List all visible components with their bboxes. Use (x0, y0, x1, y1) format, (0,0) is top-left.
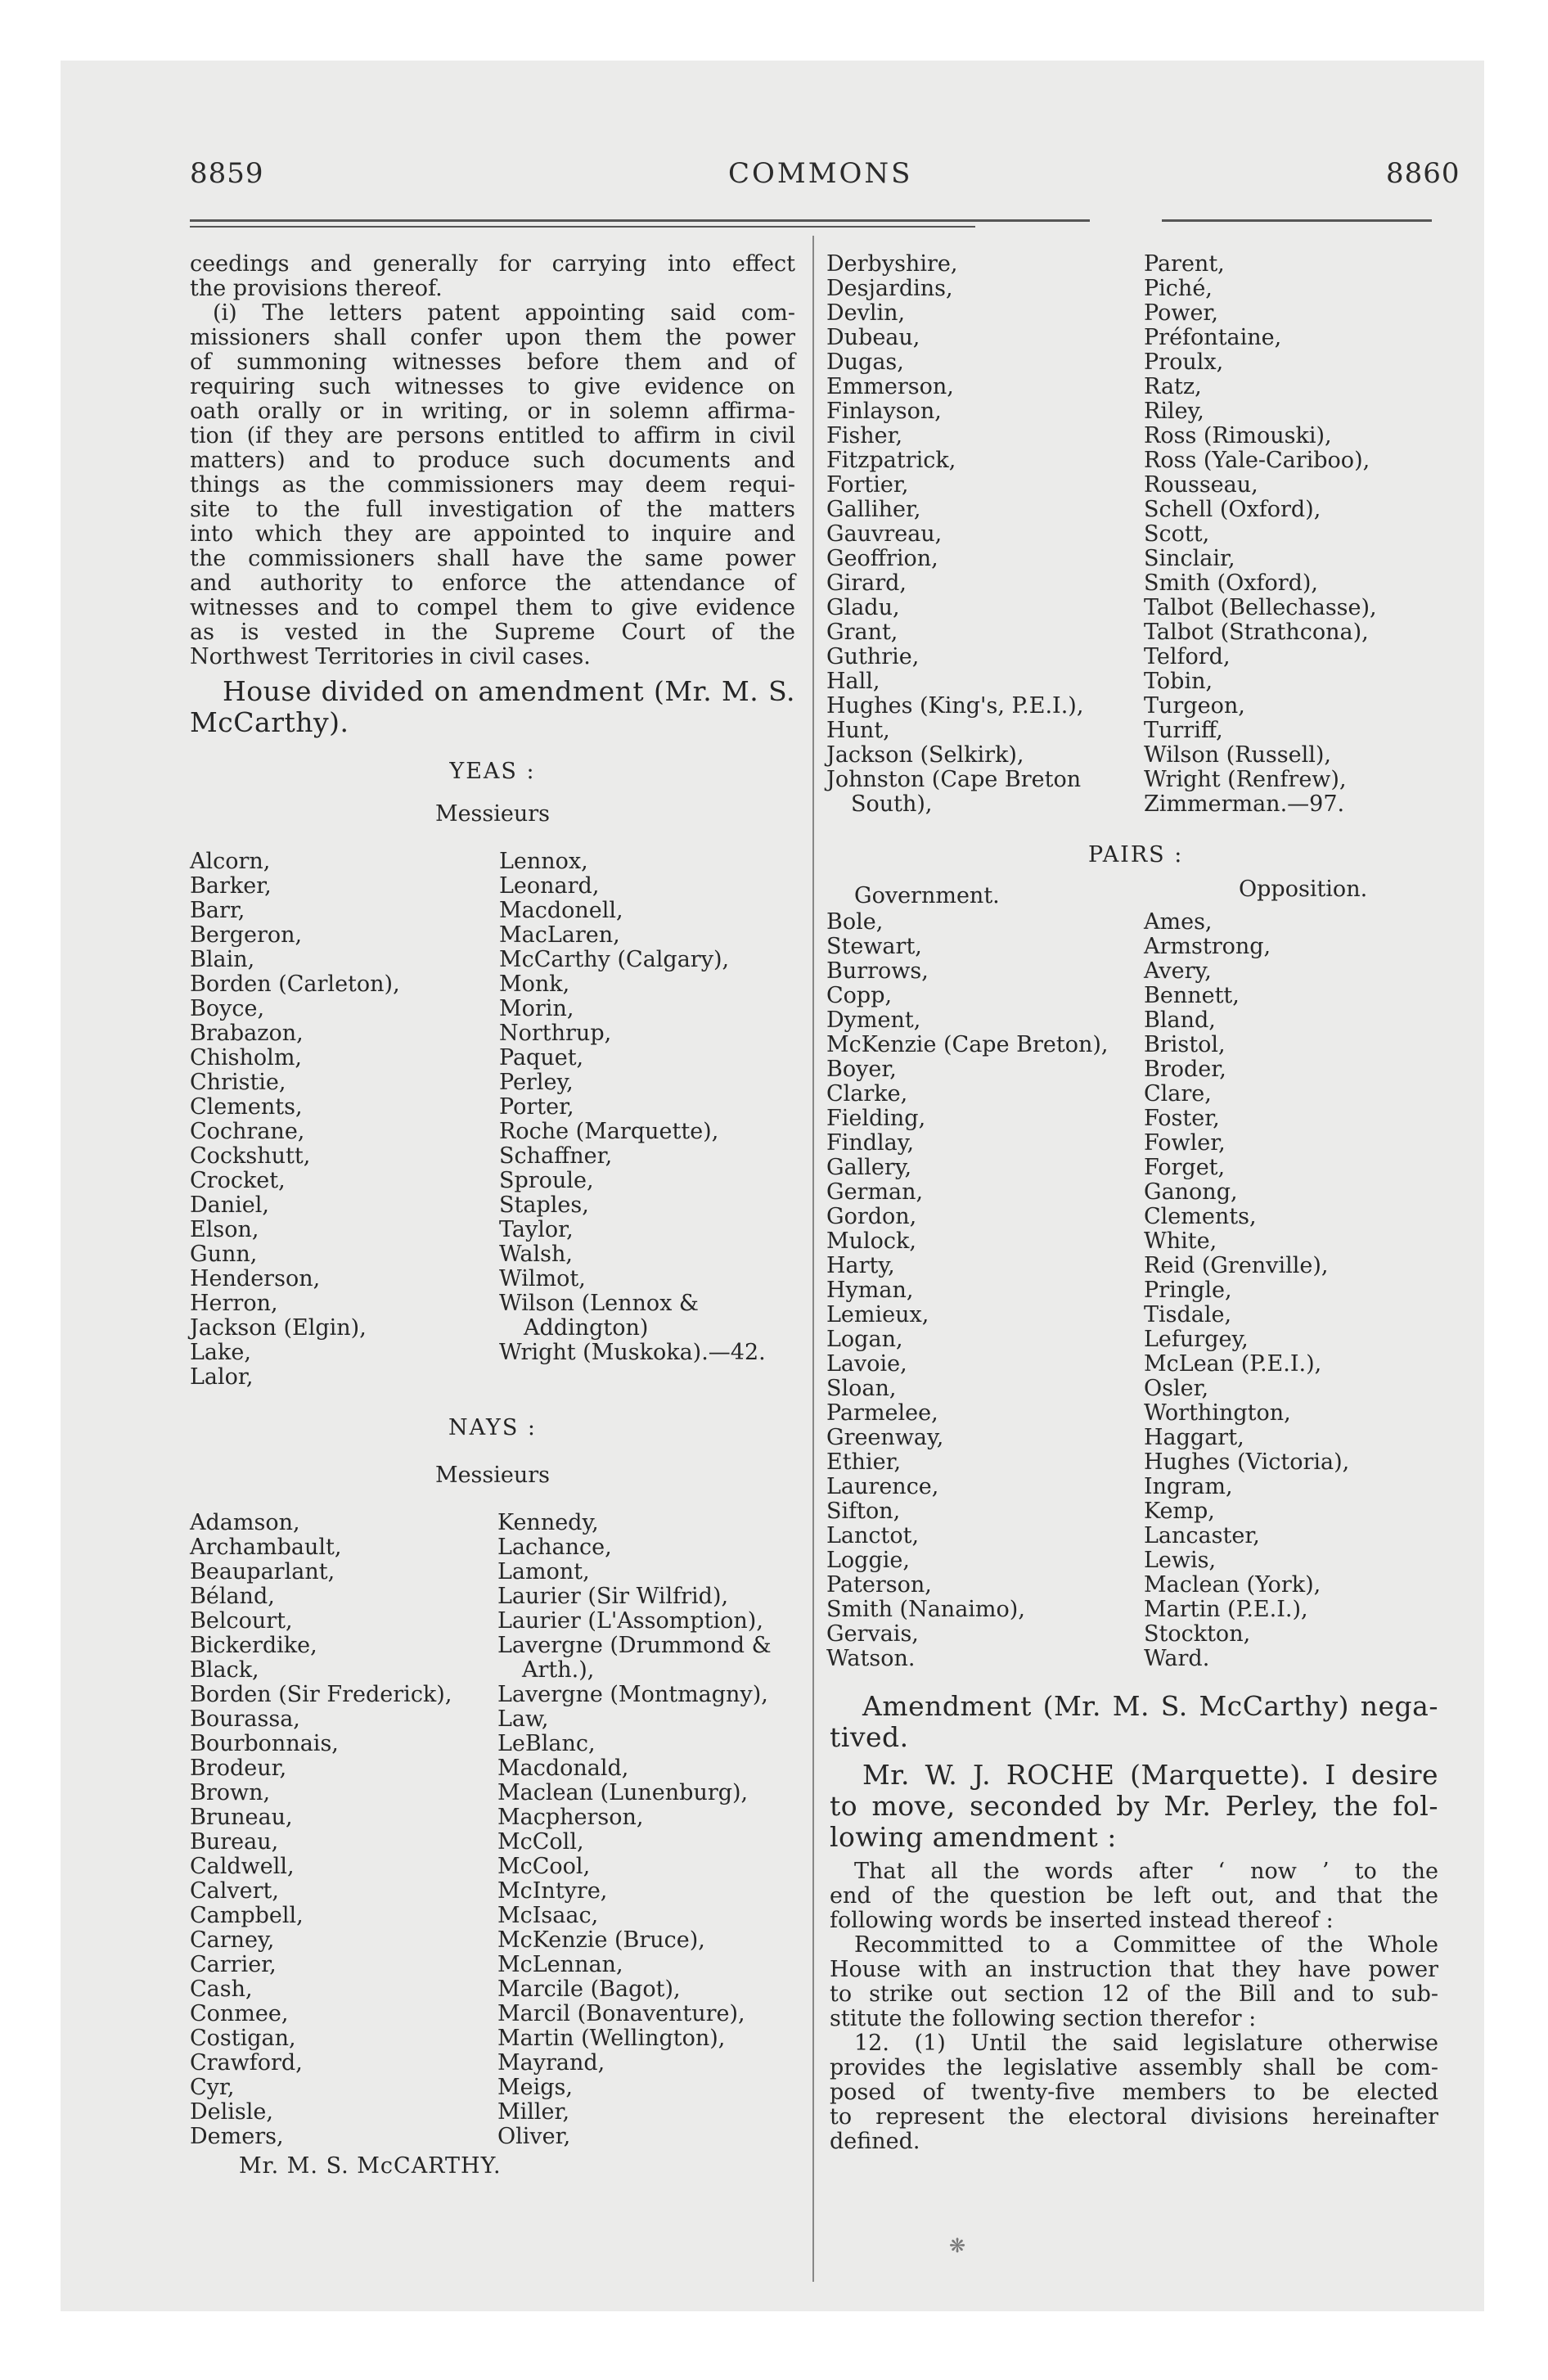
member-name: Boyce, (190, 996, 265, 1021)
text-line: the commissioners shall have the same power (190, 546, 795, 571)
member-name: Stewart, (826, 934, 922, 959)
member-name: Gordon, (826, 1204, 917, 1229)
member-name: Fitzpatrick, (826, 448, 956, 473)
member-name: Burrows, (826, 958, 929, 984)
text-line: ceedings and generally for carrying into effect (190, 251, 795, 277)
member-name: Ethier, (826, 1449, 902, 1475)
member-name: Barker, (190, 873, 272, 899)
text-line: provides the legislative assembly shall be com- (830, 2055, 1438, 2080)
member-name: Clements, (190, 1094, 303, 1120)
member-name: McKenzie (Bruce), (497, 1927, 705, 1953)
member-name: McCool, (497, 1854, 591, 1879)
text-line: as is vested in the Supreme Court of the (190, 620, 795, 645)
text-line: That all the words after ‘ now ’ to the (854, 1859, 1438, 1884)
ink-blot-icon: ❋ (949, 2234, 966, 2257)
member-name: Riley, (1144, 399, 1204, 424)
member-name: Clare, (1144, 1081, 1212, 1107)
text-line: oath orally or in writing, or in solemn affirma- (190, 399, 795, 424)
member-name: Ganong, (1144, 1179, 1238, 1205)
member-name: Gunn, (190, 1242, 258, 1267)
text-line: 12. (1) Until the said legislature otherwise (854, 2031, 1438, 2056)
member-name: Greenway, (826, 1425, 944, 1450)
member-name: Lefurgey, (1144, 1327, 1249, 1352)
member-name: Ross (Rimouski), (1144, 423, 1332, 449)
member-name: Morin, (499, 996, 574, 1021)
member-name: Demers, (190, 2124, 284, 2149)
member-name: Girard, (826, 570, 907, 596)
member-name: Smith (Oxford), (1144, 570, 1319, 596)
text-line: Recommitted to a Committee of the Whole (854, 1932, 1438, 1958)
text-line: stitute the following section therefor : (830, 2006, 1257, 2031)
member-name: Mulock, (826, 1228, 916, 1254)
column-divider (812, 236, 814, 2282)
member-name: Henderson, (190, 1266, 321, 1291)
pairs-opposition-heading: Opposition. (1239, 877, 1368, 902)
member-name: Fortier, (826, 472, 909, 498)
member-name: Sloan, (826, 1376, 897, 1401)
member-name: Schell (Oxford), (1144, 497, 1321, 522)
member-name: Martin (Wellington), (497, 2026, 726, 2051)
member-name: Lalor, (190, 1364, 254, 1390)
member-name: Finlayson, (826, 399, 942, 424)
member-name: Staples, (499, 1192, 589, 1218)
member-name: Borden (Carleton), (190, 971, 400, 997)
member-name: Haggart, (1144, 1425, 1244, 1450)
member-name: Martin (P.E.I.), (1144, 1597, 1308, 1622)
left-page-number: 8859 (190, 157, 264, 190)
member-name: Law, (497, 1706, 549, 1732)
member-name: Devlin, (826, 300, 906, 326)
member-name: Hughes (Victoria), (1144, 1449, 1350, 1475)
member-name: Ratz, (1144, 374, 1202, 399)
member-name: Bennett, (1144, 983, 1240, 1008)
member-name: Parent, (1144, 251, 1225, 277)
text-line: the provisions thereof. (190, 276, 443, 301)
member-name: Fisher, (826, 423, 903, 449)
member-name: Dubeau, (826, 325, 920, 350)
member-name: Lanctot, (826, 1523, 920, 1548)
text-line: to represent the electoral divisions hereinafter (830, 2104, 1438, 2130)
text-line: Amendment (Mr. M. S. McCarthy) nega- (862, 1690, 1438, 1722)
member-name: McIntyre, (497, 1878, 608, 1904)
member-name: Smith (Nanaimo), (826, 1597, 1025, 1622)
member-name: Grant, (826, 620, 898, 645)
member-name: Cyr, (190, 2075, 235, 2100)
text-line: of summoning witnesses before them and of (190, 349, 795, 375)
member-name: Clarke, (826, 1081, 908, 1107)
member-name: Blain, (190, 947, 255, 972)
house-divided-heading (190, 676, 795, 738)
member-name: Caldwell, (190, 1854, 295, 1879)
left-intro-paragraph (190, 252, 795, 301)
member-name: Bureau, (190, 1829, 279, 1855)
member-name: Galliher, (826, 497, 921, 522)
member-name: LeBlanc, (497, 1731, 596, 1756)
member-name: Jackson (Selkirk), (826, 742, 1024, 768)
member-name: Power, (1144, 300, 1218, 326)
member-name: Worthington, (1144, 1400, 1291, 1426)
member-name: Macpherson, (497, 1805, 644, 1830)
member-name: Borden (Sir Frederick), (190, 1682, 452, 1707)
commissioners-paragraph (190, 301, 795, 669)
member-name: Ames, (1144, 909, 1213, 935)
member-name: Brodeur, (190, 1756, 287, 1781)
nays-continued-column-2 (1144, 252, 1377, 817)
member-name: Oliver, (497, 2124, 571, 2149)
member-name: Lake, (190, 1340, 251, 1365)
member-name: Derbyshire, (826, 251, 958, 277)
member-name: Broder, (1144, 1057, 1226, 1082)
text-line: missioners shall confer upon them the power (190, 325, 795, 350)
text-line: to move, seconded by Mr. Perley, the fol- (830, 1790, 1438, 1822)
member-name: Black, (190, 1657, 259, 1683)
member-name: Sinclair, (1144, 546, 1235, 571)
member-name: Adamson, (190, 1510, 300, 1535)
member-name: Zimmerman.—97. (1144, 791, 1345, 817)
member-name: McIsaac, (497, 1903, 599, 1928)
member-name: Geoffrion, (826, 546, 938, 571)
member-name: Logan, (826, 1327, 903, 1352)
pairs-heading: PAIRS : (1088, 842, 1184, 868)
member-name: Reid (Grenville), (1144, 1253, 1329, 1278)
member-name: Brabazon, (190, 1021, 304, 1046)
member-name: Tobin, (1144, 669, 1213, 694)
member-name: Gauvreau, (826, 521, 943, 547)
member-name: Tisdale, (1144, 1302, 1232, 1327)
member-name: Barr, (190, 898, 245, 923)
member-name: Schaffner, (499, 1143, 613, 1169)
member-name: McKenzie (Cape Breton), (826, 1032, 1109, 1057)
header-rule-left-2 (190, 226, 975, 228)
yeas-heading: YEAS : (449, 759, 536, 784)
nays-column-1 (190, 1511, 452, 2149)
nays-heading: NAYS : (448, 1415, 538, 1440)
member-name: Chisholm, (190, 1045, 303, 1071)
member-name: Hughes (King's, P.E.I.), (826, 693, 1084, 719)
member-name: Lavergne (Drummond & (497, 1633, 772, 1658)
text-line: lowing amendment : (830, 1821, 1117, 1853)
member-name: Addington) (524, 1315, 649, 1341)
member-name: Gervais, (826, 1621, 919, 1647)
member-name: Wright (Renfrew), (1144, 767, 1347, 792)
member-name: Telford, (1144, 644, 1231, 669)
member-name: Foster, (1144, 1106, 1220, 1131)
member-name: Mayrand, (497, 2050, 605, 2076)
member-name: Cash, (190, 1977, 253, 2002)
member-name: Belcourt, (190, 1608, 293, 1634)
member-name: Forget, (1144, 1155, 1226, 1180)
member-name: Porter, (499, 1094, 574, 1120)
member-name: German, (826, 1179, 924, 1205)
member-name: Fielding, (826, 1106, 926, 1131)
amendment-negatived (830, 1691, 1438, 1753)
member-name: Delisle, (190, 2099, 273, 2125)
member-name: Parmelee, (826, 1400, 938, 1426)
text-line: matters) and to produce such documents and (190, 448, 795, 473)
member-name: Lavergne (Montmagny), (497, 1682, 768, 1707)
member-name: Talbot (Strathcona), (1144, 620, 1369, 645)
member-name: Bruneau, (190, 1805, 293, 1830)
member-name: Watson. (826, 1646, 916, 1671)
member-name: Rousseau, (1144, 472, 1258, 498)
member-name: McLennan, (497, 1952, 623, 1977)
member-name: Taylor, (499, 1217, 574, 1242)
member-name: Crocket, (190, 1168, 286, 1193)
member-name: Christie, (190, 1070, 286, 1095)
member-name: Ingram, (1144, 1474, 1233, 1499)
member-name: Gladu, (826, 595, 900, 620)
member-name: Bourassa, (190, 1706, 300, 1732)
member-name: Ward. (1144, 1646, 1210, 1671)
member-name: Avery, (1144, 958, 1212, 984)
pairs-government-column (826, 910, 1108, 1671)
member-name: Hyman, (826, 1278, 914, 1303)
member-name: Wilmot, (499, 1266, 586, 1291)
text-line: end of the question be left out, and that the (830, 1883, 1438, 1909)
member-name: Walsh, (499, 1242, 573, 1267)
member-name: Macdonald, (497, 1756, 629, 1781)
text-line: tived. (830, 1721, 909, 1753)
text-line: (i) The letters patent appointing said com- (213, 300, 795, 326)
member-name: Monk, (499, 971, 570, 997)
text-line: witnesses and to compel them to give evidence (190, 595, 795, 620)
member-name: Wilson (Russell), (1144, 742, 1331, 768)
member-name: McLean (P.E.I.), (1144, 1351, 1322, 1377)
member-name: Roche (Marquette), (499, 1119, 719, 1144)
member-name: Osler, (1144, 1376, 1209, 1401)
amendment-text (830, 1859, 1438, 2154)
member-name: Turriff, (1144, 718, 1223, 743)
member-name: Armstrong, (1144, 934, 1271, 959)
footer-speaker: Mr. M. S. McCARTHY. (239, 2153, 502, 2179)
member-name: Marcil (Bonaventure), (497, 2001, 745, 2026)
text-line: requiring such witnesses to give evidence on (190, 374, 795, 399)
text-line: posed of twenty-five members to be elected (830, 2080, 1438, 2105)
member-name: McCarthy (Calgary), (499, 947, 730, 972)
member-name: Cockshutt, (190, 1143, 311, 1169)
member-name: Miller, (497, 2099, 570, 2125)
member-name: Campbell, (190, 1903, 304, 1928)
member-name: Jackson (Elgin), (190, 1315, 367, 1341)
member-name: Lamont, (497, 1559, 590, 1584)
member-name: Desjardins, (826, 276, 953, 301)
member-name: Laurier (L'Assomption), (497, 1608, 763, 1634)
member-name: Lavoie, (826, 1351, 907, 1377)
right-page-number: 8860 (1386, 157, 1460, 190)
member-name: Turgeon, (1144, 693, 1245, 719)
member-name: Copp, (826, 983, 893, 1008)
header-rule-right (1162, 219, 1432, 222)
member-name: Hall, (826, 669, 880, 694)
yeas-column-2 (499, 850, 766, 1365)
member-name: Elson, (190, 1217, 259, 1242)
member-name: Leonard, (499, 873, 600, 899)
member-name: Lachance, (497, 1535, 612, 1560)
member-name: Alcorn, (190, 849, 271, 874)
pairs-opposition-column (1144, 910, 1349, 1671)
member-name: Dyment, (826, 1007, 921, 1033)
yeas-messieurs: Messieurs (434, 801, 551, 827)
member-name: Dugas, (826, 349, 904, 375)
member-name: Guthrie, (826, 644, 920, 669)
member-name: Kemp, (1144, 1499, 1215, 1524)
member-name: Clements, (1144, 1204, 1257, 1229)
member-name: Carrier, (190, 1952, 277, 1977)
member-name: Hunt, (826, 718, 890, 743)
member-name: Lemieux, (826, 1302, 929, 1327)
member-name: Sproule, (499, 1168, 594, 1193)
nays-continued-column-1 (826, 252, 1083, 817)
member-name: Paterson, (826, 1572, 932, 1598)
member-name: Béland, (190, 1584, 275, 1609)
text-line: House with an instruction that they have power (830, 1957, 1438, 1982)
member-name: Wilson (Lennox & (499, 1291, 699, 1316)
member-name: Lennox, (499, 849, 588, 874)
member-name: Kennedy, (497, 1510, 599, 1535)
member-name: Marcile (Bagot), (497, 1977, 681, 2002)
member-name: Stockton, (1144, 1621, 1251, 1647)
text-line: following words be inserted instead thereof : (830, 1908, 1334, 1933)
yeas-column-1 (190, 850, 400, 1390)
member-name: Scott, (1144, 521, 1210, 547)
member-name: Carney, (190, 1927, 275, 1953)
nays-column-2 (497, 1511, 772, 2149)
member-name: Ross (Yale-Cariboo), (1144, 448, 1370, 473)
text-line: defined. (830, 2129, 920, 2154)
member-name: Conmee, (190, 2001, 289, 2026)
member-name: Crawford, (190, 2050, 303, 2076)
member-name: Maclean (York), (1144, 1572, 1321, 1598)
member-name: Perley, (499, 1070, 574, 1095)
text-line: Mr. W. J. ROCHE (Marquette). I desire (862, 1759, 1438, 1791)
member-name: Arth.), (522, 1657, 595, 1683)
member-name: Cochrane, (190, 1119, 305, 1144)
member-name: McColl, (497, 1829, 584, 1855)
member-name: Bole, (826, 909, 884, 935)
member-name: Paquet, (499, 1045, 584, 1071)
member-name: Johnston (Cape Breton (826, 767, 1082, 792)
member-name: Daniel, (190, 1192, 269, 1218)
text-line: Northwest Territories in civil cases. (190, 644, 591, 669)
member-name: Lewis, (1144, 1548, 1217, 1573)
member-name: Sifton, (826, 1499, 901, 1524)
member-name: Laurence, (826, 1474, 939, 1499)
text-line: into which they are appointed to inquire and (190, 521, 795, 547)
page-title: COMMONS (728, 157, 913, 190)
text-line: McCarthy). (190, 706, 349, 738)
member-name: Costigan, (190, 2026, 296, 2051)
pairs-government-heading: Government. (854, 883, 1000, 908)
member-name: Calvert, (190, 1878, 279, 1904)
text-line: to strike out section 12 of the Bill and to sub- (830, 1981, 1438, 2007)
member-name: Loggie, (826, 1548, 910, 1573)
member-name: Meigs, (497, 2075, 573, 2100)
member-name: Gallery, (826, 1155, 912, 1180)
text-line: tion (if they are persons entitled to affirm in civil (190, 423, 795, 449)
member-name: Piché, (1144, 276, 1213, 301)
member-name: Pringle, (1144, 1278, 1232, 1303)
member-name: Boyer, (826, 1057, 897, 1082)
member-name: Bickerdike, (190, 1633, 317, 1658)
member-name: Beauparlant, (190, 1559, 335, 1584)
text-line: site to the full investigation of the matters (190, 497, 795, 522)
member-name: Préfontaine, (1144, 325, 1282, 350)
member-name: MacLaren, (499, 922, 620, 948)
member-name: Proulx, (1144, 349, 1224, 375)
member-name: Archambault, (190, 1535, 342, 1560)
text-line: House divided on amendment (Mr. M. S. (223, 675, 795, 707)
nays-messieurs: Messieurs (434, 1463, 551, 1488)
member-name: Brown, (190, 1780, 271, 1805)
member-name: Macdonell, (499, 898, 623, 923)
member-name: Bristol, (1144, 1032, 1226, 1057)
member-name: Laurier (Sir Wilfrid), (497, 1584, 729, 1609)
member-name: Emmerson, (826, 374, 954, 399)
text-line: things as the commissioners may deem requi- (190, 472, 795, 498)
member-name: Fowler, (1144, 1130, 1226, 1156)
member-name: Talbot (Bellechasse), (1144, 595, 1377, 620)
member-name: Harty, (826, 1253, 895, 1278)
member-name: White, (1144, 1228, 1217, 1254)
member-name: Maclean (Lunenburg), (497, 1780, 749, 1805)
member-name: Northrup, (499, 1021, 612, 1046)
text-line: and authority to enforce the attendance of (190, 570, 795, 596)
roche-statement (830, 1760, 1438, 1853)
member-name: Herron, (190, 1291, 278, 1316)
member-name: South), (851, 791, 933, 817)
member-name: Bourbonnais, (190, 1731, 339, 1756)
member-name: Bergeron, (190, 922, 303, 948)
header-rule-left (190, 219, 1090, 222)
member-name: Bland, (1144, 1007, 1216, 1033)
member-name: Lancaster, (1144, 1523, 1260, 1548)
member-name: Wright (Muskoka).—42. (499, 1340, 766, 1365)
member-name: Findlay, (826, 1130, 915, 1156)
